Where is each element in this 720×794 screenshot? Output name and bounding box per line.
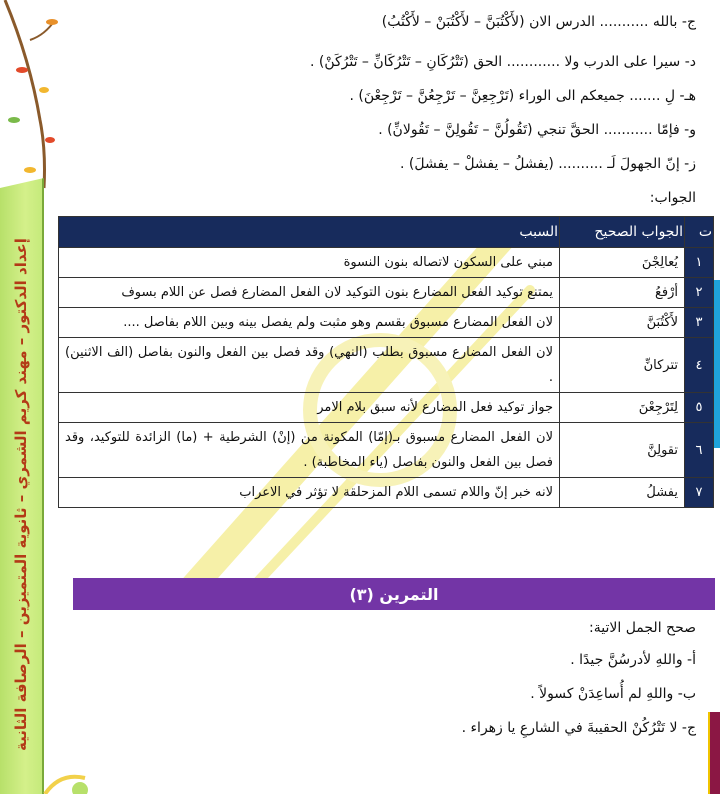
row-num: ٦ [685,423,714,478]
row-num: ٤ [685,338,714,393]
question-line-jim: ج- بالله ........... الدرس الان (لأَكْتُبَنَّ – لأَكْتُبَنْ – لأَكْتُبُ) [381,14,696,30]
header-reason: السبب [59,217,560,248]
decorative-branch [0,0,60,190]
row-reason: يمتنع توكيد الفعل المضارع بنون التوكيد لان الفعل المضارع فصل عن اللام بسوف [59,278,560,308]
row-reason: جواز توكيد فعل المضارع لأنه سبق بلام الامر [59,393,560,423]
row-answer: لأَكْتُبَنَّ [560,308,685,338]
header-num: ت [685,217,714,248]
row-num: ١ [685,248,714,278]
row-reason: لان الفعل المضارع مسبوق بطلب (النهي) وقد فصل بين الفعل والنون بفاصل (الف الاثنين) . [59,338,560,393]
author-sidebar-text: إعداد الدكتور – مهند كريم الشمري – ثانوية المتميزين – الرصافة الثانية [12,238,30,752]
table-row [59,423,714,478]
row-answer: يُعالِجْنَ [560,248,685,278]
table-row [59,248,714,278]
table-row [59,308,714,338]
answer-label: الجواب: [649,190,696,206]
question-line-dal: د- سيرا على الدرب ولا ............ الحق (تَتْرُكَانِ – تَتْرُكَانِّ – تَتْرُكَنْ) . [309,54,696,70]
answers-table [58,216,714,508]
row-reason: لان الفعل المضارع مسبوق بـ(إمّا) المكونة من (إنْ) الشرطية + (ما) الزائدة للتوكيد، وقد فصل بين الفعل والنون بفاصل (ياء المخاطبة) . [59,423,560,478]
row-num: ٣ [685,308,714,338]
exercise-instruction: صحح الجمل الاتية: [589,620,696,636]
table-row [59,278,714,308]
row-num: ٢ [685,278,714,308]
exercise-title-banner: التمرين (٣) [73,578,715,610]
exercise-sentence-ba: ب- واللهِ لم أُساعِدَنْ كسولاً . [530,686,696,702]
decorative-corner [40,768,100,794]
table-row [59,478,714,508]
row-answer: تقولِنَّ [560,423,685,478]
exercise-sentence-alif: أ- واللهِ لأدرسُنَّ جيدًا . [570,652,696,668]
row-answer: لِتَرْجِعْنَ [560,393,685,423]
header-answer: الجواب الصحيح [560,217,685,248]
exercise-sentence-jim: ج- لا تَتْرُكُنْ الحقيبةَ في الشارعِ يا زهراء . [461,720,696,736]
question-line-waw: و- فإمّا ........... الحقَّ تنجي (تَقُولُنَّ – تَقُولِنَّ – تَقُولانِّ) . [378,122,696,138]
table-row [59,393,714,423]
row-answer: يفشلُ [560,478,685,508]
row-num: ٧ [685,478,714,508]
row-reason: لانه خبر إنّ واللام تسمى اللام المزحلقة لا تؤثر في الاعراب [59,478,560,508]
row-answer: تتركانِّ [560,338,685,393]
table-header-row [59,217,714,248]
row-reason: لان الفعل المضارع مسبوق بقسم وهو مثبت ولم يفصل بينه وبين اللام بفاصل .... [59,308,560,338]
row-answer: أرْفعُ [560,278,685,308]
right-edge-tab-maroon [708,712,720,794]
row-reason: مبني على السكون لاتصاله بنون النسوة [59,248,560,278]
question-line-ha: هـ- لِ ....... جميعكم الى الوراء (تَرْجِعِنَّ – تَرْجِعُنَّ – تَرْجِعْنَ) . [349,88,696,104]
row-num: ٥ [685,393,714,423]
question-line-zay: ز- إنّ الجهولَ لَـ .......... (يفشلُ – يفشلْ – يفشلَ) . [400,156,696,172]
table-row [59,338,714,393]
